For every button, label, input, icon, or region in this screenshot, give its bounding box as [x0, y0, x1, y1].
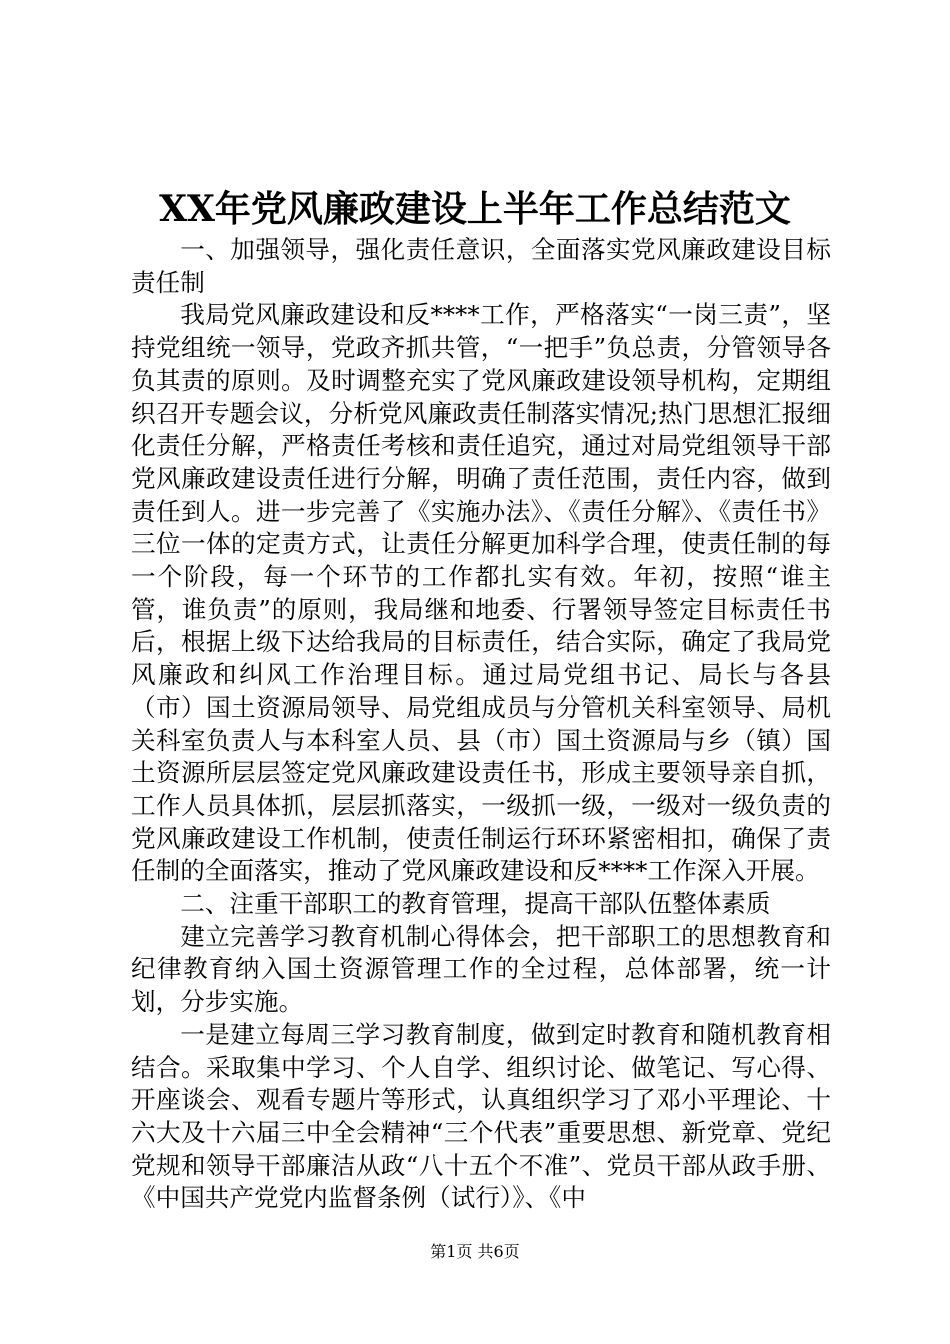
section-heading-2: 二、注重干部职工的教育管理，提高干部队伍整体素质 [180, 889, 771, 919]
body-paragraph: 建立完善学习教育机制心得体会，把干部职工的思想教育和纪律教育纳入国土资源管理工作的全过程，总体部署，统一计划，分步实施。 [131, 921, 831, 1017]
document-body [131, 234, 831, 1215]
body-paragraph: 一是建立每周三学习教育制度，做到定时教育和随机教育相结合。采取集中学习、个人自学、组织讨论、做笔记、写心得、开座谈会、观看专题片等形式，认真组织学习了邓小平理论、十六大及十六届三中全会精神“三个代表”重要思想、新党章、党纪党规和领导干部廉洁从政“八十五个不准”、党员干部从政手册、《中国共产党党内监督条例（试行）》、《中 [131, 1019, 831, 1213]
body-paragraph: 我局党风廉政建设和反****工作，严格落实“一岗三责”，坚持党组统一领导，党政齐抓共管，“一把手”负总责，分管领导各负其责的原则。及时调整充实了党风廉政建设领导机构，定期组织召开专题会议，分析党风廉政责任制落实情况;热门思想汇报细化责任分解，严格责任考核和责任追究，通过对局党组领导干部党风廉政建设责任进行分解，明确了责任范围，责任内容，做到责任到人。进一步完善了《实施办法》、《责任分解》、《责任书》三位一体的定责方式，让责任分解更加科学合理，使责任制的每一个阶段，每一个环节的工作都扎实有效。年初，按照“谁主管，谁负责”的原则，我局继和地委、行署领导签定目标责任书后，根据上级下达给我局的目标责任，结合实际，确定了我局党风廉政和纠风工作治理目标。通过局党组书记、局长与各县（市）国土资源局领导、局党组成员与分管机关科室领导、局机关科室负责人与本科室人员、县（市）国土资源局与乡（镇）国土资源所层层签定党风廉政建设责任书，形成主要领导亲自抓，工作人员具体抓，层层抓落实，一级抓一级，一级对一级负责的党风廉政建设工作机制，使责任制运行环环紧密相扣，确保了责任制的全面落实，推动了党风廉政建设和反****工作深入开展。 [131, 300, 831, 886]
section-heading-1: 一、加强领导，强化责任意识，全面落实党风廉政建设目标责任制 [131, 235, 831, 297]
page-number-footer: 第1页 共6页 [430, 1242, 520, 1261]
document-title: XX年党风廉政建设上半年工作总结范文 [159, 188, 791, 230]
